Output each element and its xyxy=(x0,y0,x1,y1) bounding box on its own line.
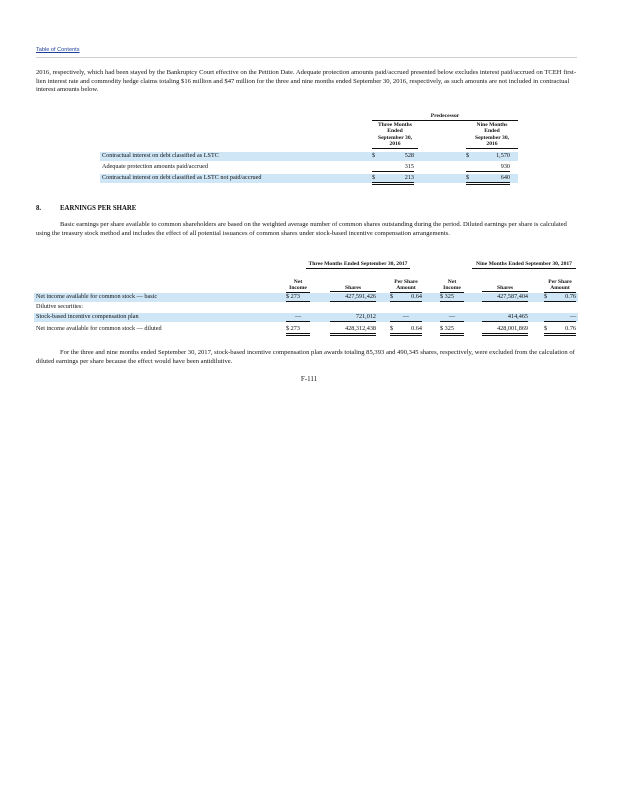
header-divider xyxy=(36,57,577,58)
table1-total-cell xyxy=(372,174,414,185)
currency-symbol: $ xyxy=(372,152,376,159)
table2-value: 414,465 xyxy=(482,313,528,322)
table2-value: $ 325 xyxy=(440,293,464,302)
per-share-header: Per Share Amount xyxy=(544,279,576,293)
table2-row-label: Net income available for common stock — basic xyxy=(36,293,158,300)
section-heading xyxy=(36,205,136,212)
table2-per-share-cell xyxy=(390,293,422,302)
section-title: EARNINGS PER SHARE xyxy=(60,205,137,212)
table2-nine-months-header: Nine Months Ended September 30, 2017 xyxy=(472,261,576,269)
table2-per-share-cell xyxy=(544,325,576,336)
intro-paragraph: 2016, respectively, which had been stayed by the Bankruptcy Court effective on the Petition Date. Adequate protection amounts paid/accrued presented below excludes interest paid/accrued on TCEH first-lien interest rate and commodity hedge claims totaling $16 million and $47 million for the three and nine months ended September 30, 2016, respectively, as such amounts are not included in contractual interest amounts below. xyxy=(36,69,577,94)
table2-value: $ 273 xyxy=(286,325,310,336)
table2-per-share-cell xyxy=(544,293,576,302)
table1-value: 1,570 xyxy=(496,152,510,159)
table2-value: — xyxy=(286,313,310,322)
currency-symbol: $ xyxy=(466,174,470,181)
table2-value: 0.64 xyxy=(411,293,422,300)
table2-value: — xyxy=(390,313,422,322)
table1-value: 528 xyxy=(404,152,414,159)
currency-symbol: $ xyxy=(372,174,376,181)
table1-value: 640 xyxy=(500,174,510,181)
table2-value: $ 273 xyxy=(286,293,310,302)
table1-value: 213 xyxy=(404,174,414,181)
page-number: F-111 xyxy=(300,375,318,383)
table2-value: 428,001,869 xyxy=(482,325,528,336)
table2-value: 427,587,404 xyxy=(482,293,528,302)
shares-header: Shares xyxy=(482,285,528,292)
table2-row-label: Dilutive securities: xyxy=(36,303,83,310)
table-of-contents-link[interactable]: Table of Contents xyxy=(36,47,80,53)
table1-group-header: Predecessor xyxy=(372,113,518,121)
table2-three-months-header: Three Months Ended September 30, 2017 xyxy=(306,261,410,269)
table2-value: 428,312,438 xyxy=(330,325,376,336)
table2-value: $ 325 xyxy=(440,325,464,336)
currency-symbol: $ xyxy=(544,293,548,300)
table1-total-cell xyxy=(466,174,510,185)
table1-row-label: Adequate protection amounts paid/accrued xyxy=(102,163,209,170)
table2-value: 0.76 xyxy=(565,325,576,332)
table1-value: 315 xyxy=(372,163,414,172)
table2-value: 721,012 xyxy=(330,313,376,322)
table1-col2-header: Nine Months Ended September 30, 2016 xyxy=(466,122,518,149)
table1-col1-header: Three Months Ended September 30, 2016 xyxy=(372,122,418,149)
table1-row-label: Contractual interest on debt classified as LSTC xyxy=(102,152,219,159)
table2-value: — xyxy=(544,313,576,322)
per-share-header: Per Share Amount xyxy=(390,279,422,293)
antidilutive-paragraph: For the three and nine months ended September 30, 2017, stock-based incentive compensation plan awards totaling 85,393 and 490,345 shares, respectively, were excluded from the calculation of diluted earnings per share because the effect would have been antidilutive. xyxy=(36,349,575,365)
currency-symbol: $ xyxy=(466,152,470,159)
eps-paragraph: Basic earnings per share available to common shareholders are based on the weighted average number of common shares outstanding during the period. Diluted earnings per share is calculated using the treasury stock method and includes the effect of all potential issuances of common shares under stock-based incentive compensation arrangements. xyxy=(36,221,567,237)
table2-row-label: Net income available for common stock — diluted xyxy=(36,325,162,332)
section-number: 8. xyxy=(36,205,42,212)
currency-symbol: $ xyxy=(544,325,548,332)
table2-value: 0.64 xyxy=(411,325,422,332)
net-income-header: Net Income xyxy=(286,279,310,293)
table1-row-label: Contractual interest on debt classified as LSTC not paid/accrued xyxy=(102,174,262,181)
table2-value: 427,591,426 xyxy=(330,293,376,302)
table2-value: 0.76 xyxy=(565,293,576,300)
table1-value: 930 xyxy=(466,163,510,172)
table2-per-share-cell xyxy=(390,325,422,336)
table2-row-label: Stock-based incentive compensation plan xyxy=(36,313,139,320)
currency-symbol: $ xyxy=(390,293,394,300)
table2-value: — xyxy=(440,313,464,322)
currency-symbol: $ xyxy=(390,325,394,332)
shares-header: Shares xyxy=(330,285,376,292)
net-income-header: Net Income xyxy=(440,279,464,293)
